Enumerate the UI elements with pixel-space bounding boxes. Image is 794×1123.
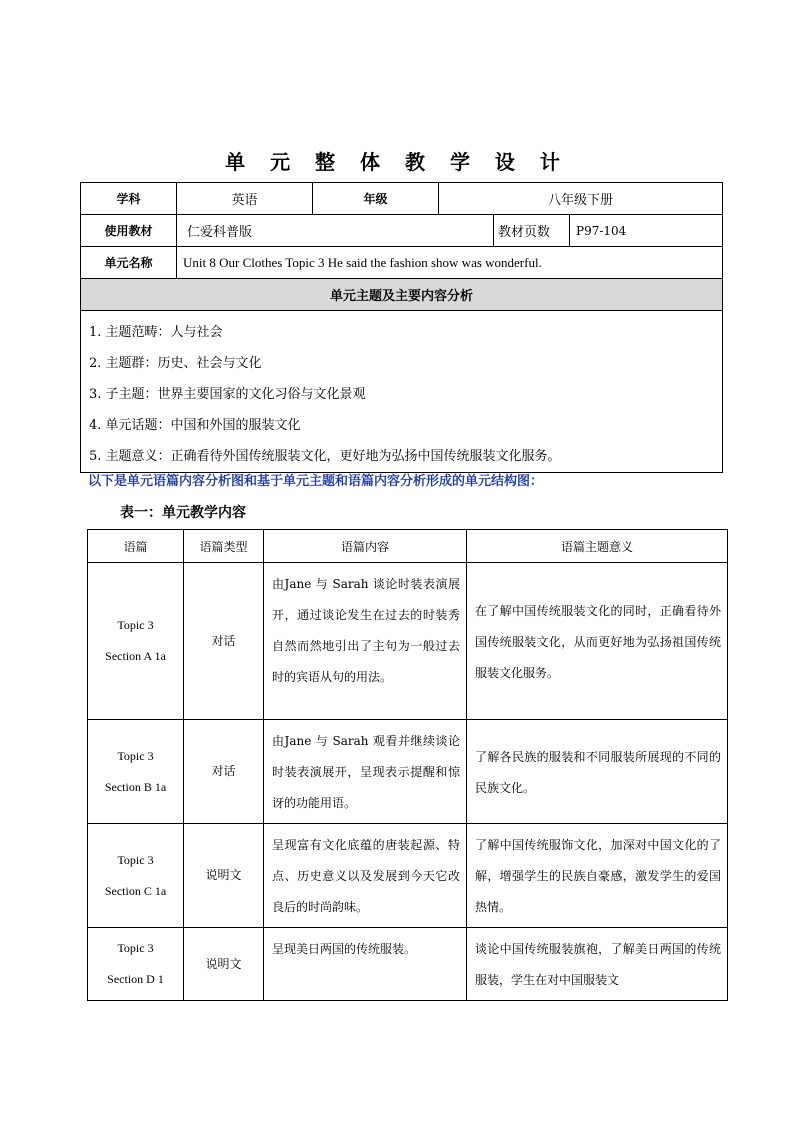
unit-info-table [80, 182, 723, 473]
passage-cell [88, 928, 184, 1001]
passage-content: 由Jane 与 Sarah 观看并继续谈论时装表演展开，呈现表示提醒和惊讶的功能用语。 [264, 720, 467, 824]
textbook-label: 使用教材 [81, 215, 177, 247]
grade-label: 年级 [313, 183, 439, 215]
passage-topic: Topic 3 [117, 852, 154, 867]
passage-meaning: 谈论中国传统服装旗袍，了解美日两国的传统服装，学生在对中国服装文 [467, 928, 728, 1001]
content-analysis-table [87, 529, 728, 1001]
passage-section: Section D 1 [107, 972, 164, 986]
passage-type: 对话 [184, 563, 264, 720]
table-row [81, 183, 723, 215]
passage-meaning: 了解中国传统服饰文化，加深对中国文化的了解，增强学生的民族自豪感，激发学生的爱国热情。 [467, 824, 728, 928]
passage-section: Section B 1a [104, 779, 167, 794]
point-item: 3. 子主题：世界主要国家的文化习俗与文化景观 [89, 387, 366, 402]
table-row [81, 311, 723, 473]
table1-title: 表一：单元教学内容 [120, 505, 246, 521]
point-item: 1. 主题范畴：人与社会 [89, 325, 223, 340]
passage-type: 对话 [184, 720, 264, 824]
column-header: 语篇内容 [264, 530, 467, 563]
unit-value: Unit 8 Our Clothes Topic 3 He said the fashion show was wonderful. [177, 247, 723, 279]
table-row [81, 215, 723, 247]
passage-content: 呈现富有文化底蕴的唐装起源、特点、历史意义以及发展到今天它改良后的时尚韵味。 [264, 824, 467, 928]
passage-section: Section A 1a [105, 649, 166, 663]
intro-line: 以下是单元语篇内容分析图和基于单元主题和语篇内容分析形成的单元结构图： [88, 474, 544, 489]
passage-cell [88, 824, 184, 928]
theme-points [81, 311, 723, 473]
table-header-row [88, 530, 728, 563]
table-row [81, 279, 723, 311]
passage-cell [88, 720, 184, 824]
point-item: 5. 主题意义：正确看待外国传统服装文化，更好地为弘扬中国传统服装文化服务。 [89, 449, 561, 464]
grade-value: 八年级下册 [439, 183, 723, 215]
passage-content: 由Jane 与 Sarah 谈论时装表演展开，通过谈论发生在过去的时装秀自然而然地引出了主句为一般过去时的宾语从句的用法。 [264, 563, 467, 720]
table-row [88, 928, 728, 1001]
passage-meaning: 了解各民族的服装和不同服装所展现的不同的民族文化。 [467, 720, 728, 824]
table-row [81, 247, 723, 279]
passage-topic: Topic 3 [117, 618, 154, 632]
passage-meaning: 在了解中国传统服装文化的同时，正确看待外国传统服装文化，从而更好地为弘扬祖国传统服装文化服务。 [467, 563, 728, 720]
unit-label: 单元名称 [81, 247, 177, 279]
document-title: 单 元 整 体 教 学 设 计 [225, 150, 569, 174]
column-header: 语篇 [88, 530, 184, 563]
table-row [88, 720, 728, 824]
pages-value: P97-104 [570, 215, 723, 247]
pages-label: 教材页数 [494, 215, 570, 247]
passage-content: 呈现美日两国的传统服装。 [264, 928, 467, 1001]
passage-cell [88, 563, 184, 720]
passage-type: 说明文 [184, 824, 264, 928]
section-header: 单元主题及主要内容分析 [81, 279, 723, 311]
passage-topic: Topic 3 [117, 748, 154, 763]
passage-section: Section C 1a [104, 883, 167, 898]
textbook-value: 仁爱科普版 [177, 215, 494, 247]
column-header: 语篇类型 [184, 530, 264, 563]
passage-type: 说明文 [184, 928, 264, 1001]
column-header: 语篇主题意义 [467, 530, 728, 563]
table-row [88, 824, 728, 928]
table-row [88, 563, 728, 720]
point-item: 2. 主题群：历史、社会与文化 [89, 356, 262, 371]
subject-label: 学科 [81, 183, 177, 215]
subject-value: 英语 [177, 183, 313, 215]
point-item: 4. 单元话题：中国和外国的服装文化 [89, 418, 301, 433]
passage-topic: Topic 3 [117, 941, 154, 955]
